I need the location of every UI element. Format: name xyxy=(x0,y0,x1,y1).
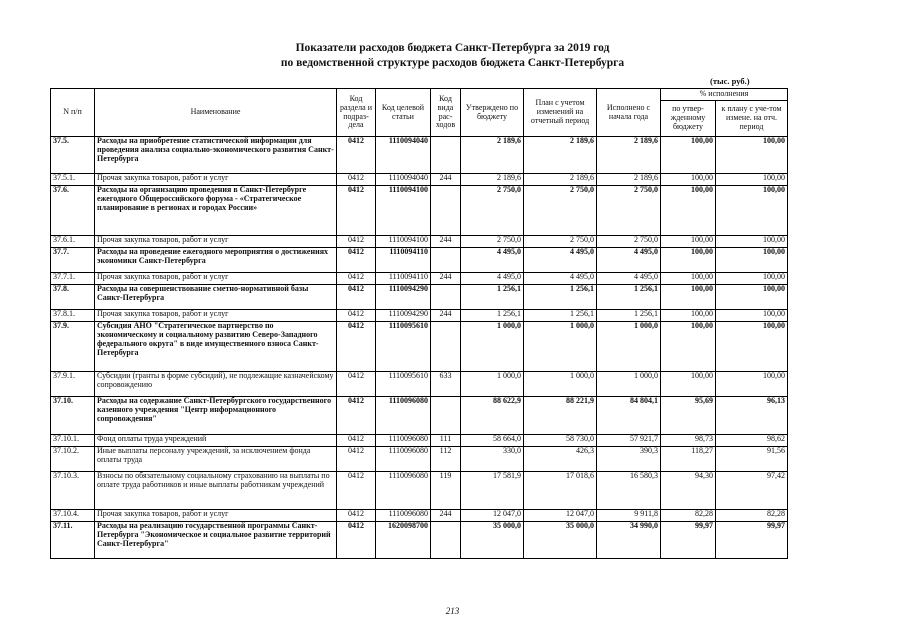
row-ispolneno: 4 495,0 xyxy=(597,273,661,285)
row-name: Иные выплаты персоналу учреждений, за исключением фонда оплаты труда xyxy=(95,447,337,472)
row-ispolneno: 1 256,1 xyxy=(597,310,661,322)
row-number: 37.10.3. xyxy=(51,472,95,510)
row-name: Расходы на организацию проведения в Санкт-Петербурге ежегодного Общероссийского форума - «Стратегическое планирование в регионах и городах России» xyxy=(95,186,337,236)
row-number: 37.8. xyxy=(51,285,95,310)
row-ispolneno: 2 750,0 xyxy=(597,236,661,248)
row-kod-celevoy: 1110094290 xyxy=(376,285,431,310)
row-kod-vida xyxy=(431,522,461,559)
row-kod-celevoy: 1110095610 xyxy=(376,372,431,397)
document-title-line2: по ведомственной структуре расходов бюджета Санкт-Петербурга xyxy=(280,57,625,69)
row-pct-utv: 100,00 xyxy=(661,236,716,248)
row-utverzhdeno: 35 000,0 xyxy=(461,522,524,559)
row-plan: 4 495,0 xyxy=(524,273,597,285)
row-utverzhdeno: 1 000,0 xyxy=(461,372,524,397)
row-plan: 12 047,0 xyxy=(524,510,597,522)
row-kod-vida: 633 xyxy=(431,372,461,397)
row-pct-utv: 100,00 xyxy=(661,273,716,285)
header-pct-utv: по утвер-жденному бюджету xyxy=(661,101,716,137)
row-utverzhdeno: 4 495,0 xyxy=(461,273,524,285)
row-number: 37.6.1. xyxy=(51,236,95,248)
row-kod-vida: 244 xyxy=(431,310,461,322)
row-kod-celevoy: 1110094040 xyxy=(376,174,431,186)
row-number: 37.11. xyxy=(51,522,95,559)
row-pct-utv: 100,00 xyxy=(661,137,716,174)
row-pct-plan: 100,00 xyxy=(716,285,788,310)
row-ispolneno: 2 189,6 xyxy=(597,137,661,174)
row-pct-plan: 100,00 xyxy=(716,372,788,397)
row-kod-vida xyxy=(431,186,461,236)
row-pct-plan: 100,00 xyxy=(716,310,788,322)
row-kod-celevoy: 1110094100 xyxy=(376,236,431,248)
row-pct-utv: 94,30 xyxy=(661,472,716,510)
row-pct-utv: 100,00 xyxy=(661,248,716,273)
row-number: 37.7.1. xyxy=(51,273,95,285)
row-kod-vida: 244 xyxy=(431,510,461,522)
row-pct-utv: 100,00 xyxy=(661,372,716,397)
row-number: 37.8.1. xyxy=(51,310,95,322)
row-utverzhdeno: 58 664,0 xyxy=(461,435,524,447)
table-row xyxy=(51,435,788,447)
header-pct-plan: к плану с уче-том измене. на отч. период xyxy=(716,101,788,137)
row-number: 37.9. xyxy=(51,322,95,372)
row-plan: 1 000,0 xyxy=(524,372,597,397)
row-kod-celevoy: 1110094110 xyxy=(376,273,431,285)
header-ispolneno: Исполнено с начала года xyxy=(597,89,661,137)
table-row xyxy=(51,510,788,522)
row-name: Прочая закупка товаров, работ и услуг xyxy=(95,236,337,248)
header-num: N п/п xyxy=(51,89,95,137)
row-pct-plan: 82,28 xyxy=(716,510,788,522)
row-kod-razdela: 0412 xyxy=(337,248,376,273)
row-kod-razdela: 0412 xyxy=(337,137,376,174)
row-plan: 4 495,0 xyxy=(524,248,597,273)
row-pct-plan: 98,62 xyxy=(716,435,788,447)
row-kod-razdela: 0412 xyxy=(337,236,376,248)
row-kod-celevoy: 1110095610 xyxy=(376,322,431,372)
row-kod-celevoy: 1110096080 xyxy=(376,435,431,447)
row-utverzhdeno: 4 495,0 xyxy=(461,248,524,273)
table-row xyxy=(51,137,788,174)
table-row xyxy=(51,285,788,310)
row-name: Фонд оплаты труда учреждений xyxy=(95,435,337,447)
row-kod-vida xyxy=(431,285,461,310)
row-kod-razdela: 0412 xyxy=(337,285,376,310)
table-row xyxy=(51,174,788,186)
row-utverzhdeno: 1 000,0 xyxy=(461,322,524,372)
row-plan: 2 750,0 xyxy=(524,186,597,236)
table-row xyxy=(51,248,788,273)
row-name: Расходы на проведение ежегодного мероприятия о достижениях экономики Санкт-Петербурга xyxy=(95,248,337,273)
row-pct-utv: 100,00 xyxy=(661,186,716,236)
row-kod-celevoy: 1110096080 xyxy=(376,472,431,510)
row-ispolneno: 1 000,0 xyxy=(597,372,661,397)
row-kod-vida: 111 xyxy=(431,435,461,447)
row-kod-vida xyxy=(431,137,461,174)
page-number: 213 xyxy=(445,606,460,616)
row-kod-vida xyxy=(431,322,461,372)
table-row xyxy=(51,397,788,435)
row-kod-celevoy: 1110094290 xyxy=(376,310,431,322)
row-kod-celevoy: 1110094040 xyxy=(376,137,431,174)
row-ispolneno: 4 495,0 xyxy=(597,248,661,273)
row-plan: 58 730,0 xyxy=(524,435,597,447)
row-kod-celevoy: 1620098700 xyxy=(376,522,431,559)
header-utverzhdeno: Утверждено по бюджету xyxy=(461,89,524,137)
row-number: 37.10.1. xyxy=(51,435,95,447)
row-kod-razdela: 0412 xyxy=(337,435,376,447)
row-ispolneno: 1 256,1 xyxy=(597,285,661,310)
row-utverzhdeno: 17 581,9 xyxy=(461,472,524,510)
table-row xyxy=(51,322,788,372)
table-row xyxy=(51,447,788,472)
header-kod-razdela: Код раздела и подраз-дела xyxy=(337,89,376,137)
row-ispolneno: 390,3 xyxy=(597,447,661,472)
row-utverzhdeno: 1 256,1 xyxy=(461,310,524,322)
row-kod-celevoy: 1110096080 xyxy=(376,510,431,522)
header-plan: План с учетом изменений на отчетный период xyxy=(524,89,597,137)
row-kod-razdela: 0412 xyxy=(337,397,376,435)
row-number: 37.6. xyxy=(51,186,95,236)
row-kod-celevoy: 1110096080 xyxy=(376,397,431,435)
row-pct-plan: 100,00 xyxy=(716,174,788,186)
row-number: 37.9.1. xyxy=(51,372,95,397)
row-plan: 426,3 xyxy=(524,447,597,472)
row-kod-razdela: 0412 xyxy=(337,322,376,372)
row-kod-razdela: 0412 xyxy=(337,273,376,285)
row-kod-vida: 112 xyxy=(431,447,461,472)
row-kod-razdela: 0412 xyxy=(337,522,376,559)
row-name: Взносы по обязательному социальному страхованию на выплаты по оплате труда работников и иные выплаты работникам учреждений xyxy=(95,472,337,510)
row-kod-celevoy: 1110096080 xyxy=(376,447,431,472)
row-ispolneno: 9 911,8 xyxy=(597,510,661,522)
row-kod-razdela: 0412 xyxy=(337,447,376,472)
row-number: 37.10. xyxy=(51,397,95,435)
row-name: Прочая закупка товаров, работ и услуг xyxy=(95,174,337,186)
row-name: Субсидия АНО "Стратегическое партнерство по экономическому и социальному развитию Северо-Западного федерального округа" в виде имущественного взноса Санкт-Петербурга xyxy=(95,322,337,372)
row-pct-plan: 99,97 xyxy=(716,522,788,559)
row-name: Расходы на содержание Санкт-Петербургского государственного казенного учреждения "Центр информационного сопровождения" xyxy=(95,397,337,435)
row-ispolneno: 16 580,3 xyxy=(597,472,661,510)
row-plan: 17 018,6 xyxy=(524,472,597,510)
row-utverzhdeno: 12 047,0 xyxy=(461,510,524,522)
row-pct-utv: 100,00 xyxy=(661,285,716,310)
row-pct-utv: 98,73 xyxy=(661,435,716,447)
row-number: 37.10.2. xyxy=(51,447,95,472)
row-pct-plan: 100,00 xyxy=(716,236,788,248)
budget-table xyxy=(50,88,788,559)
header-kod-celevoy: Код целевой статьи xyxy=(376,89,431,137)
header-kod-vida: Код вида рас-ходов xyxy=(431,89,461,137)
header-pct-group: % исполнения xyxy=(661,89,788,101)
row-kod-vida xyxy=(431,248,461,273)
row-kod-vida: 244 xyxy=(431,273,461,285)
row-pct-utv: 100,00 xyxy=(661,174,716,186)
table-row xyxy=(51,522,788,559)
row-utverzhdeno: 88 622,9 xyxy=(461,397,524,435)
row-name: Расходы на приобретение статистической информации для проведения анализа социально-экономического развития Санкт-Петербурга xyxy=(95,137,337,174)
row-pct-utv: 118,27 xyxy=(661,447,716,472)
row-kod-celevoy: 1110094110 xyxy=(376,248,431,273)
row-number: 37.10.4. xyxy=(51,510,95,522)
row-number: 37.5.1. xyxy=(51,174,95,186)
row-utverzhdeno: 2 189,6 xyxy=(461,137,524,174)
header-name: Наименование xyxy=(95,89,337,137)
table-row xyxy=(51,472,788,510)
row-pct-plan: 96,13 xyxy=(716,397,788,435)
row-pct-utv: 95,69 xyxy=(661,397,716,435)
row-plan: 88 221,9 xyxy=(524,397,597,435)
row-ispolneno: 1 000,0 xyxy=(597,322,661,372)
row-kod-razdela: 0412 xyxy=(337,372,376,397)
row-name: Расходы на совершенствование сметно-нормативной базы Санкт-Петербурга xyxy=(95,285,337,310)
row-kod-razdela: 0412 xyxy=(337,310,376,322)
row-kod-vida: 244 xyxy=(431,236,461,248)
row-name: Прочая закупка товаров, работ и услуг xyxy=(95,273,337,285)
row-ispolneno: 57 921,7 xyxy=(597,435,661,447)
row-name: Прочая закупка товаров, работ и услуг xyxy=(95,310,337,322)
row-pct-plan: 100,00 xyxy=(716,273,788,285)
row-kod-razdela: 0412 xyxy=(337,510,376,522)
row-plan: 1 256,1 xyxy=(524,310,597,322)
row-name: Прочая закупка товаров, работ и услуг xyxy=(95,510,337,522)
row-kod-razdela: 0412 xyxy=(337,186,376,236)
row-pct-utv: 82,28 xyxy=(661,510,716,522)
row-pct-plan: 97,42 xyxy=(716,472,788,510)
row-utverzhdeno: 1 256,1 xyxy=(461,285,524,310)
row-kod-razdela: 0412 xyxy=(337,174,376,186)
table-body xyxy=(51,137,788,559)
row-name: Расходы на реализацию государственной программы Санкт-Петербурга "Экономическое и социальное развитие территорий Санкт-Петербурга" xyxy=(95,522,337,559)
row-ispolneno: 2 189,6 xyxy=(597,174,661,186)
row-plan: 1 256,1 xyxy=(524,285,597,310)
table-row xyxy=(51,372,788,397)
row-kod-celevoy: 1110094100 xyxy=(376,186,431,236)
row-number: 37.7. xyxy=(51,248,95,273)
row-pct-utv: 99,97 xyxy=(661,522,716,559)
table-row xyxy=(51,186,788,236)
row-plan: 2 189,6 xyxy=(524,174,597,186)
table-row xyxy=(51,236,788,248)
row-utverzhdeno: 2 750,0 xyxy=(461,236,524,248)
row-plan: 1 000,0 xyxy=(524,322,597,372)
row-kod-vida: 119 xyxy=(431,472,461,510)
row-pct-utv: 100,00 xyxy=(661,322,716,372)
row-ispolneno: 84 804,1 xyxy=(597,397,661,435)
row-pct-plan: 100,00 xyxy=(716,186,788,236)
table-row xyxy=(51,273,788,285)
row-utverzhdeno: 2 189,6 xyxy=(461,174,524,186)
row-ispolneno: 2 750,0 xyxy=(597,186,661,236)
row-plan: 2 189,6 xyxy=(524,137,597,174)
row-pct-plan: 100,00 xyxy=(716,322,788,372)
row-utverzhdeno: 330,0 xyxy=(461,447,524,472)
row-plan: 2 750,0 xyxy=(524,236,597,248)
row-kod-vida xyxy=(431,397,461,435)
unit-label: (тыс. руб.) xyxy=(710,76,750,86)
row-name: Субсидии (гранты в форме субсидий), не подлежащие казначейскому сопровождению xyxy=(95,372,337,397)
row-kod-vida: 244 xyxy=(431,174,461,186)
row-pct-utv: 100,00 xyxy=(661,310,716,322)
row-number: 37.5. xyxy=(51,137,95,174)
row-pct-plan: 100,00 xyxy=(716,248,788,273)
row-ispolneno: 34 990,0 xyxy=(597,522,661,559)
row-pct-plan: 91,56 xyxy=(716,447,788,472)
row-kod-razdela: 0412 xyxy=(337,472,376,510)
row-utverzhdeno: 2 750,0 xyxy=(461,186,524,236)
document-title-line1: Показатели расходов бюджета Санкт-Петербурга за 2019 год xyxy=(295,42,610,54)
table-row xyxy=(51,310,788,322)
row-plan: 35 000,0 xyxy=(524,522,597,559)
row-pct-plan: 100,00 xyxy=(716,137,788,174)
